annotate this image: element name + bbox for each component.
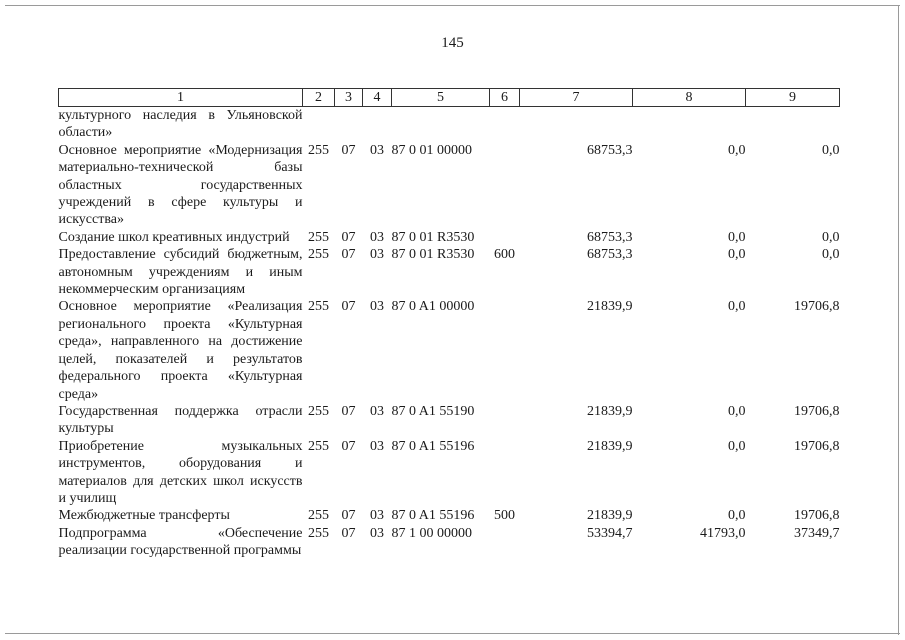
target-article-cell bbox=[392, 107, 490, 142]
table-row bbox=[59, 246, 840, 298]
section-code-cell: 07 bbox=[341, 403, 356, 419]
section-code-cell: 07 bbox=[341, 247, 356, 263]
amount-col9-cell: 19706,8 bbox=[794, 508, 840, 524]
amount-col9-cell bbox=[746, 107, 840, 142]
section-code-cell: 07 bbox=[341, 438, 356, 454]
row-name-cell: Межбюджетные трансферты bbox=[58, 508, 230, 524]
admin-code-cell: 255 bbox=[308, 229, 329, 245]
amount-col9-cell: 0,0 bbox=[822, 142, 840, 158]
admin-code-cell: 255 bbox=[308, 438, 329, 454]
budget-table bbox=[58, 88, 840, 560]
scan-border-bottom bbox=[5, 633, 900, 634]
column-header: 1 bbox=[59, 89, 303, 107]
section-code-cell: 07 bbox=[341, 525, 356, 541]
target-article-cell: 87 0 A1 55196 bbox=[391, 508, 475, 524]
amount-col8-cell: 0,0 bbox=[728, 247, 746, 263]
admin-code-cell: 255 bbox=[308, 142, 329, 158]
table-row bbox=[59, 229, 840, 246]
amount-col7-cell: 21839,9 bbox=[587, 508, 633, 524]
column-header: 2 bbox=[303, 89, 335, 107]
subsection-code-cell: 03 bbox=[370, 142, 384, 158]
expense-type-cell bbox=[490, 298, 520, 402]
target-article-cell: 87 0 01 R3530 bbox=[391, 229, 475, 245]
target-article-cell: 87 0 01 00000 bbox=[391, 142, 472, 158]
amount-col7-cell: 68753,3 bbox=[587, 142, 633, 158]
admin-code-cell: 255 bbox=[308, 403, 329, 419]
column-header: 7 bbox=[520, 89, 633, 107]
expense-type-cell bbox=[490, 107, 520, 142]
subsection-code-cell: 03 bbox=[370, 438, 384, 454]
amount-col9-cell: 0,0 bbox=[822, 229, 840, 245]
column-header: 9 bbox=[746, 89, 840, 107]
amount-col9-cell: 19706,8 bbox=[794, 299, 840, 315]
admin-code-cell: 255 bbox=[308, 525, 329, 541]
section-code-cell bbox=[335, 107, 363, 142]
column-header: 3 bbox=[335, 89, 363, 107]
subsection-code-cell: 03 bbox=[370, 508, 384, 524]
expense-type-cell: 600 bbox=[494, 247, 515, 263]
target-article-cell: 87 0 A1 55196 bbox=[391, 438, 475, 454]
table-row bbox=[59, 507, 840, 524]
row-name-cell: культурного наследия в Ульяновской области» bbox=[58, 108, 303, 141]
amount-col7-cell: 68753,3 bbox=[587, 247, 633, 263]
amount-col8-cell: 0,0 bbox=[728, 229, 746, 245]
amount-col8-cell: 0,0 bbox=[728, 403, 746, 419]
target-article-cell: 87 0 A1 00000 bbox=[391, 299, 475, 315]
expense-type-cell bbox=[490, 525, 520, 560]
row-name-cell: Приобретение музыкальных инструментов, оборудования и материалов для детских школ искусств и училищ bbox=[58, 438, 303, 506]
table-row bbox=[59, 107, 840, 142]
subsection-code-cell: 03 bbox=[370, 229, 384, 245]
subsection-code-cell: 03 bbox=[370, 403, 384, 419]
table-row bbox=[59, 438, 840, 508]
subsection-code-cell bbox=[363, 107, 392, 142]
row-name-cell: Предоставление субсидий бюджетным, автономным учреждениям и иным некоммерческим организациям bbox=[58, 247, 303, 298]
amount-col8-cell: 0,0 bbox=[728, 142, 746, 158]
amount-col7-cell: 21839,9 bbox=[587, 403, 633, 419]
table-row bbox=[59, 403, 840, 438]
amount-col8-cell bbox=[633, 107, 746, 142]
row-name-cell: Подпрограмма «Обеспечение реализации государственной программы bbox=[58, 525, 303, 559]
section-code-cell: 07 bbox=[341, 299, 356, 315]
amount-col7-cell: 53394,7 bbox=[587, 525, 633, 541]
target-article-cell: 87 1 00 00000 bbox=[391, 525, 472, 541]
amount-col9-cell: 19706,8 bbox=[794, 438, 840, 454]
column-header: 5 bbox=[392, 89, 490, 107]
admin-code-cell: 255 bbox=[308, 508, 329, 524]
scan-border-top bbox=[5, 5, 900, 6]
amount-col7-cell: 21839,9 bbox=[587, 299, 633, 315]
admin-code-cell: 255 bbox=[308, 299, 329, 315]
scan-border-right bbox=[898, 5, 899, 635]
amount-col7-cell bbox=[520, 107, 633, 142]
expense-type-cell bbox=[490, 403, 520, 438]
admin-code-cell: 255 bbox=[308, 247, 329, 263]
column-header: 4 bbox=[363, 89, 392, 107]
section-code-cell: 07 bbox=[341, 229, 356, 245]
target-article-cell: 87 0 01 R3530 bbox=[391, 247, 475, 263]
page-number: 145 bbox=[441, 35, 464, 51]
section-code-cell: 07 bbox=[341, 142, 356, 158]
table-row bbox=[59, 142, 840, 229]
row-name-cell: Создание школ креативных индустрий bbox=[58, 229, 290, 245]
table-row bbox=[59, 525, 840, 560]
subsection-code-cell: 03 bbox=[370, 525, 384, 541]
amount-col8-cell: 0,0 bbox=[728, 508, 746, 524]
subsection-code-cell: 03 bbox=[370, 247, 384, 263]
row-name-cell: Основное мероприятие «Модернизация материально-технической базы областных государственных учреждений в сфере культуры и искусства» bbox=[58, 142, 303, 228]
expense-type-cell: 500 bbox=[494, 508, 515, 524]
expense-type-cell bbox=[490, 142, 520, 229]
row-name-cell: Основное мероприятие «Реализация регионального проекта «Культурная среда», направленного на достижение целей, показателей и результатов федерального проекта «Культурная среда» bbox=[58, 299, 303, 402]
column-number-row bbox=[59, 89, 840, 107]
amount-col9-cell: 37349,7 bbox=[794, 525, 840, 541]
expense-type-cell bbox=[490, 229, 520, 246]
amount-col8-cell: 0,0 bbox=[728, 299, 746, 315]
amount-col8-cell: 0,0 bbox=[728, 438, 746, 454]
amount-col7-cell: 68753,3 bbox=[587, 229, 633, 245]
column-header: 6 bbox=[490, 89, 520, 107]
target-article-cell: 87 0 A1 55190 bbox=[391, 403, 475, 419]
expense-type-cell bbox=[490, 438, 520, 508]
admin-code-cell bbox=[303, 107, 335, 142]
amount-col9-cell: 0,0 bbox=[822, 247, 840, 263]
amount-col8-cell: 41793,0 bbox=[700, 525, 746, 541]
section-code-cell: 07 bbox=[341, 508, 356, 524]
row-name-cell: Государственная поддержка отрасли культуры bbox=[58, 403, 303, 437]
table-row bbox=[59, 298, 840, 402]
subsection-code-cell: 03 bbox=[370, 299, 384, 315]
column-header: 8 bbox=[633, 89, 746, 107]
amount-col9-cell: 19706,8 bbox=[794, 403, 840, 419]
amount-col7-cell: 21839,9 bbox=[587, 438, 633, 454]
